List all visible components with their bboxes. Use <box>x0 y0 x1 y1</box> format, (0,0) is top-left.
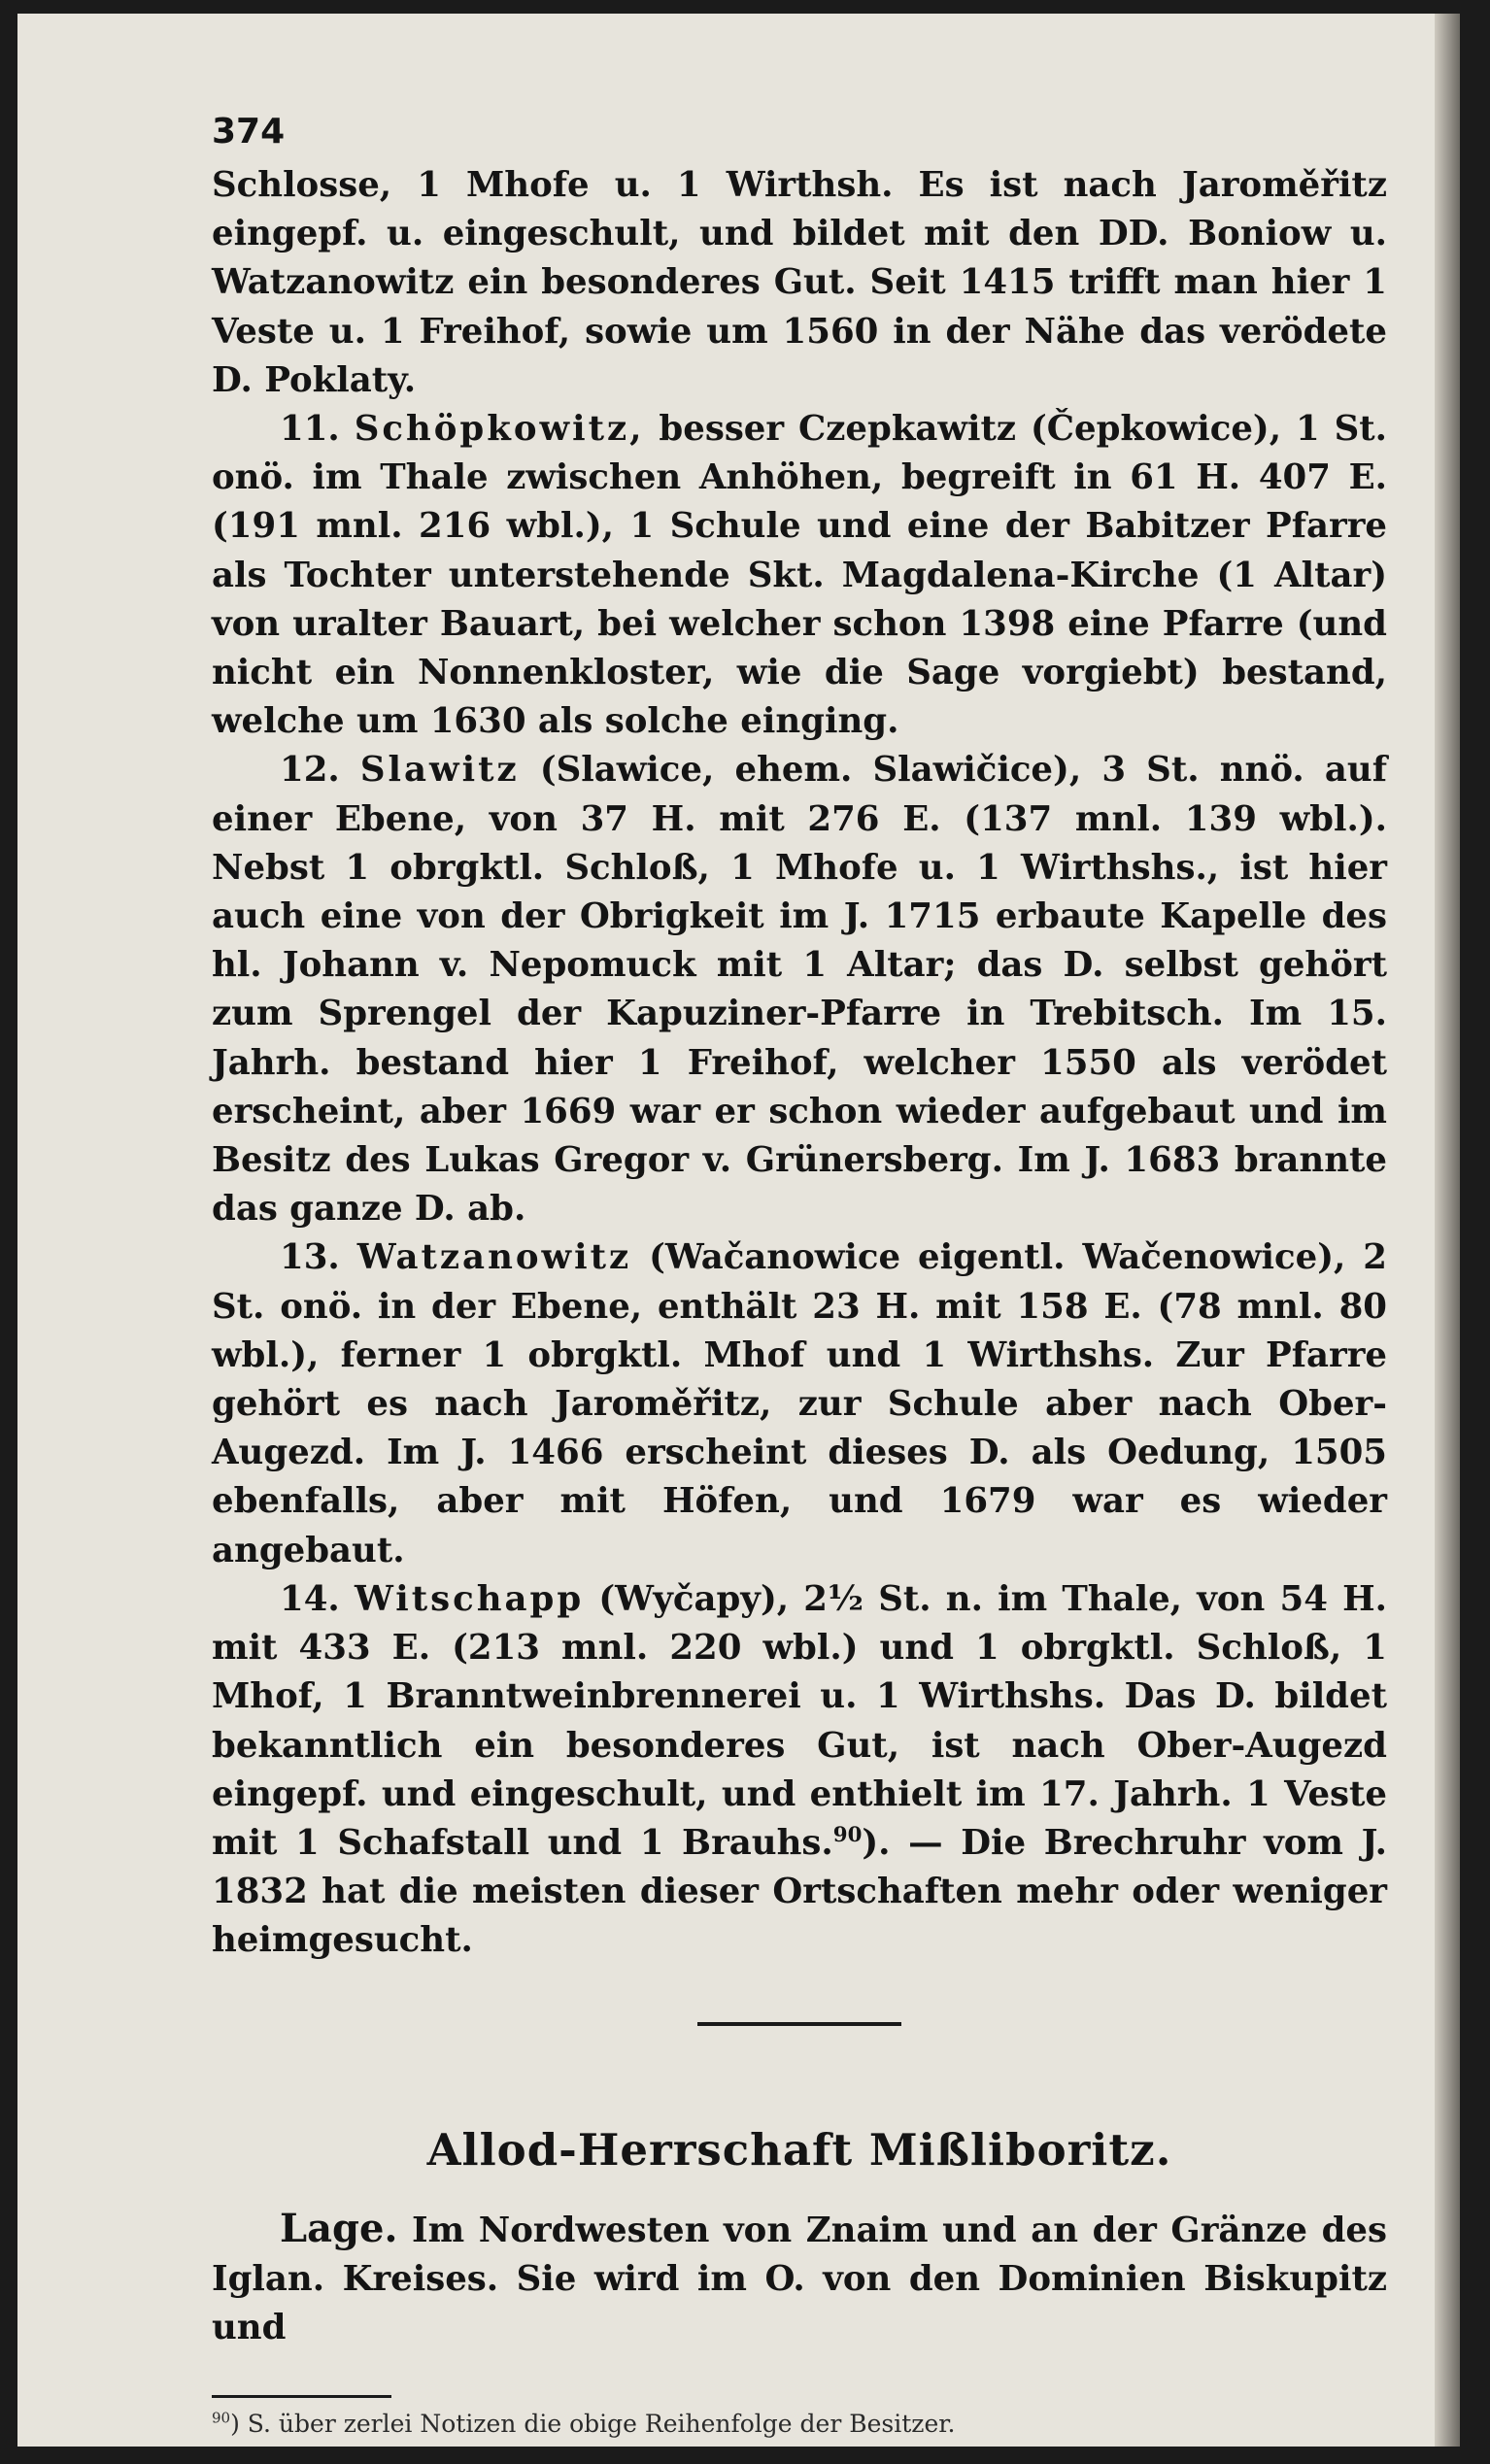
paragraph-14 <box>212 1575 1387 1966</box>
section-divider <box>697 2022 901 2026</box>
page-edge-shadow <box>1435 14 1460 2447</box>
entry-text: besser Czepkawitz (Čepkowice), 1 St. onö. im Thale zwischen Anhöhen, begreift in 61 H. 407 E. (191 mnl. 216 wbl.), 1 Schule und eine der Babitzer Pfarre als Tochter unterstehende Skt. Magdalena-Kirche (1 Altar) von uralter Bauart, bei welcher schon 1398 eine Pfarre (und nicht ein Nonnenkloster, wie die Sage vorgiebt) bestand, welche um 1630 als solche einging. <box>212 409 1388 742</box>
paragraph-continuation: Schlosse, 1 Mhofe u. 1 Wirthsh. Es ist nach Jaroměřitz eingepf. u. eingeschult, und bildet mit den DD. Boniow u. Watzanowitz ein besonderes Gut. Seit 1415 trifft man hier 1 Veste u. 1 Freihof, sowie um 1560 in der Nähe das verödete D. Poklaty. <box>212 165 1387 400</box>
entry-number: 11. <box>280 409 340 450</box>
footnote-reference[interactable]: 90 <box>832 1823 863 1848</box>
place-name: Watzanowitz <box>356 1237 632 1278</box>
footnote <box>212 2408 1387 2441</box>
entry-text: (Slawice, ehem. Slawičice), 3 St. nnö. auf einer Ebene, von 37 H. mit 276 E. (137 mnl. 139 wbl.). Nebst 1 obrgktl. Schloß, 1 Mhofe u. 1 Wirthshs., ist hier auch eine von der Obrigkeit im J. 1715 erbaute Kapelle des hl. Johann v. Nepomuck mit 1 Altar; das D. selbst gehört zum Sprengel der Kapuziner-Pfarre in Trebitsch. Im 15. Jahrh. bestand hier 1 Freihof, welcher 1550 als verödet erscheint, aber 1669 war er schon wieder aufgebaut und im Besitz des Lukas Gregor v. Grünersberg. Im J. 1683 brannte das ganze D. ab. <box>212 750 1387 1230</box>
footnote-mark: 90 <box>212 2409 231 2427</box>
section-title: Allod-Herrschaft Mißliboritz. <box>426 2123 1172 2176</box>
entry-number: 13. <box>280 1237 340 1278</box>
paragraph-13 <box>212 1233 1387 1574</box>
entry-number: 14. <box>280 1578 340 1619</box>
page-number: 374 <box>212 112 286 152</box>
place-name: Witschapp <box>354 1578 585 1619</box>
entry-text: (Wačanowice eigentl. Wačenowice), 2 St. onö. in der Ebene, enthält 23 H. mit 158 E. (78 mnl. 80 wbl.), ferner 1 obrgktl. Mhof und 1 Wirthshs. Zur Pfarre gehört es nach Jaroměřitz, zur Schule aber nach Ober-Augezd. Im J. 1466 erscheint dieses D. als Oedung, 1505 ebenfalls, aber mit Höfen, und 1679 war es wieder angebaut. <box>212 1237 1387 1570</box>
book-page <box>17 14 1460 2447</box>
lage-label: Lage. <box>280 2205 398 2251</box>
text-block <box>212 109 1387 2441</box>
paragraph-11 <box>212 405 1387 746</box>
entry-text: (Wyčapy), 2½ St. n. im Thale, von 54 H. mit 433 E. (213 mnl. 220 wbl.) und 1 obrgktl. Schloß, 1 Mhof, 1 Branntweinbrennerei u. 1 Wirthshs. Das D. bildet bekanntlich ein besonderes Gut, ist nach Ober-Augezd eingepf. und eingeschult, und enthielt im 17. Jahrh. 1 Veste mit 1 Schafstall und 1 Brauhs. <box>212 1578 1388 1863</box>
entry-number: 12. <box>280 750 340 791</box>
lage-text: Im Nordwesten von Znaim und an der Gränze des Iglan. Kreises. Sie wird im O. von den Dominien Biskupitz und <box>212 2210 1387 2347</box>
paragraph-12 <box>212 746 1387 1233</box>
paragraph-lage <box>212 2205 1387 2353</box>
footnote-text: ) S. über zerlei Notizen die obige Reihenfolge der Besitzer. <box>230 2410 956 2439</box>
place-name: Schöpkowitz, <box>354 409 645 450</box>
footnote-divider <box>212 2395 391 2398</box>
place-name: Slawitz <box>359 750 520 791</box>
entry-text-after-note: ). — Die Brechruhr vom J. 1832 hat die meisten dieser Ortschaften mehr oder weniger heimgesucht. <box>212 1822 1387 1961</box>
